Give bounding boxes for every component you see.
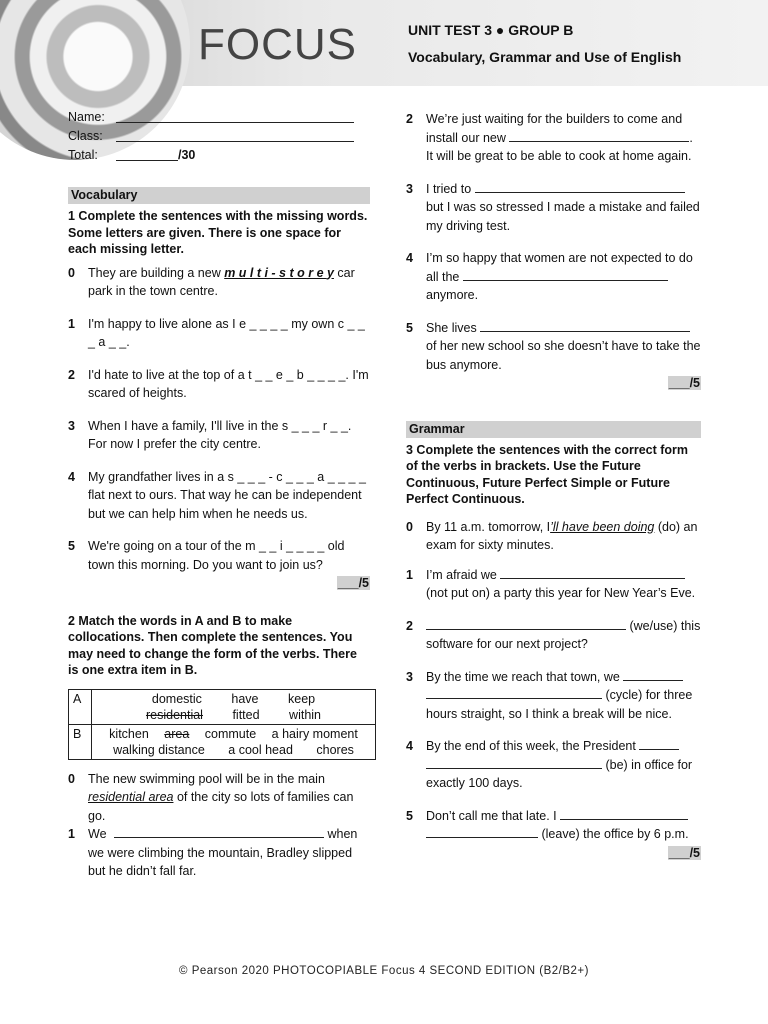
vocabulary-heading: Vocabulary [68, 187, 370, 204]
ex2-item-4[interactable]: 4 I’m so happy that women are not expected to do all the anymore. [406, 251, 693, 302]
ex3-item-4[interactable]: 4 By the end of this week, the President (be) in office for exactly 100 days. [406, 739, 693, 790]
answer-blank-cont[interactable] [426, 825, 538, 838]
ex1-score: ___/5 [337, 576, 369, 590]
ex1-item-0: 0 They are building a new m u l t i - s t o r e y car park in the town centre. [68, 265, 355, 298]
ex3-score: ___/5 [668, 845, 700, 860]
table-a-row-2: residential fitted within [145, 707, 322, 722]
answer-blank-cont[interactable] [426, 686, 602, 699]
answer-blank[interactable] [114, 825, 324, 838]
ex2-item-0: 0 The new swimming pool will be in the main residential area of the city so lots of families can go. [68, 771, 354, 823]
left-column [68, 108, 370, 881]
answer-blank[interactable] [509, 129, 689, 142]
ex2-item-2[interactable]: 2 We’re just waiting for the builders to come and install our new . It will be great to be able to cook at home again. [406, 112, 693, 163]
example-answer: residential area [88, 790, 174, 804]
exercise-1-instruction: 1 Complete the sentences with the missing words. Some letters are given. There is one space for each missing letter. [68, 209, 368, 256]
answer-blank[interactable] [480, 319, 690, 332]
ex3-item-0: 0 By 11 a.m. tomorrow, I’ll have been doing (do) an exam for sixty minutes. [406, 519, 698, 552]
unit-test-title: UNIT TEST 3 ● GROUP B [408, 22, 574, 38]
total-label: Total: [68, 148, 98, 162]
ex1-item-2[interactable]: 2 I'd hate to live at the top of a t _ _ e _ b _ _ _ _. I'm scared of heights. [68, 367, 369, 400]
table-b-label: B [69, 724, 92, 759]
name-label: Name: [68, 110, 105, 124]
ex2-item-5[interactable]: 5 She lives of her new school so she doesn’t have to take the bus anymore. [406, 320, 701, 372]
table-b-row-2: walking distance a cool head chores [113, 742, 354, 757]
page-footer: © Pearson 2020 PHOTOCOPIABLE Focus 4 SECOND EDITION (B2/B2+) [179, 965, 589, 977]
total-row [68, 146, 370, 165]
class-row [68, 127, 370, 146]
total-suffix: /30 [178, 148, 196, 162]
ex2-item-3[interactable]: 3 I tried to but I was so stressed I made a mistake and failed my driving test. [406, 181, 700, 233]
answer-blank[interactable] [560, 807, 688, 820]
answer-blank[interactable] [475, 180, 685, 193]
example-answer: ’ll have been doing [550, 519, 655, 534]
collocation-table [68, 689, 376, 760]
answer-blank[interactable] [426, 617, 626, 630]
ex1-item-4[interactable]: 4 My grandfather lives in a s _ _ _ - c _ _ _ a _ _ _ _ flat next to ours. That way he can be independent but we can help him when he needs us. [68, 469, 366, 521]
exercise-2-instruction: 2 Match the words in A and B to make collocations. Then complete the sentences. You may need to change the form of the verbs. There is one extra item in B. [68, 613, 357, 677]
answer-blank[interactable] [500, 566, 685, 579]
ex3-item-2[interactable]: 2 (we/use) this software for our next project? [406, 618, 701, 651]
table-b-row-1: kitchen area commute a hairy moment [109, 726, 358, 741]
ex2-score: ___/5 [668, 376, 700, 390]
ex2-item-1[interactable]: 1 We when we were climbing the mountain, Bradley slipped but he didn’t fall far. [68, 827, 358, 878]
table-a-row-1: domestic have keep [151, 691, 316, 706]
ex1-item-5[interactable]: 5 We're going on a tour of the m _ _ i _ _ _ _ old town this morning. Do you want to join us? [68, 539, 345, 572]
answer-blank-cont[interactable] [426, 756, 602, 769]
class-label: Class: [68, 129, 103, 143]
unit-test-subtitle: Vocabulary, Grammar and Use of English [408, 49, 682, 65]
total-field[interactable] [116, 146, 178, 161]
ex1-item-1[interactable]: 1 I'm happy to live alone as I e _ _ _ _ my own c _ _ _ a _ _. [68, 316, 365, 349]
ex3-item-3[interactable]: 3 By the time we reach that town, we (cycle) for three hours straight, so I think a break will be nice. [406, 669, 693, 721]
ex3-item-1[interactable]: 1 I’m afraid we (not put on) a party this year for New Year’s Eve. [406, 567, 696, 600]
example-answer: m u l t i - s t o r e y [224, 265, 334, 280]
name-row [68, 108, 370, 127]
page-header [0, 0, 768, 86]
grammar-heading: Grammar [406, 421, 701, 438]
table-a-label: A [69, 689, 92, 724]
right-column [406, 110, 701, 862]
ex1-item-3[interactable]: 3 When I have a family, I'll live in the s _ _ _ r _ _. For now I prefer the city centre. [68, 418, 352, 451]
answer-blank[interactable] [463, 268, 668, 281]
exercise-3-instruction: 3 Complete the sentences with the correct form of the verbs in brackets. Use the Future Continuous, Future Perfect Simple or Future Perfect Continuous. [406, 442, 689, 506]
answer-blank[interactable] [639, 737, 679, 750]
answer-blank[interactable] [623, 668, 683, 681]
class-field[interactable] [116, 127, 354, 142]
focus-logo: FOCUS [198, 20, 357, 69]
ex3-item-5[interactable]: 5 Don’t call me that late. I (leave) the office by 6 p.m. [406, 808, 689, 841]
name-field[interactable] [116, 108, 354, 123]
